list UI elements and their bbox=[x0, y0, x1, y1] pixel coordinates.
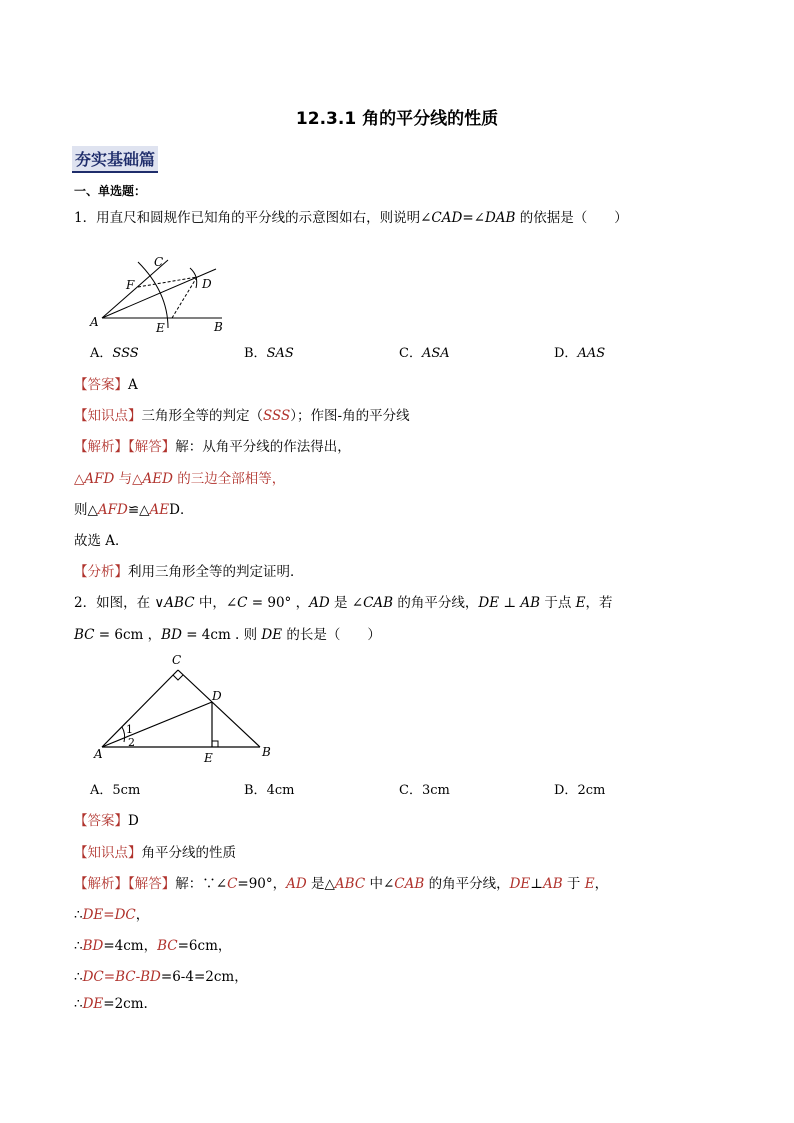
q2-label-b: B bbox=[262, 745, 271, 759]
q1-label-f: F bbox=[126, 278, 135, 292]
q1-knowledge-point: 【知识点】三角形全等的判定（SSS）；作图-角的平分线 bbox=[74, 408, 410, 424]
q2-label-1: 1 bbox=[126, 723, 133, 736]
q1-stem: 1．用直尺和圆规作已知角的平分线的示意图如右，则说明∠CAD=∠DAB 的依据是（ ） bbox=[74, 210, 628, 226]
q1-analysis-line-4: 故选 A． bbox=[74, 533, 129, 549]
q2-label-d: D bbox=[212, 689, 222, 703]
q2-step-2: ∴DE=DC， bbox=[74, 907, 150, 923]
q2-knowledge-point: 【知识点】角平分线的性质 bbox=[74, 845, 236, 861]
q2-stem-line-1: 2．如图，在 ∨ABC 中，∠C = 90° ，AD 是 ∠CAB 的角平分线，DE ⊥ AB 于点 E，若 bbox=[74, 595, 613, 611]
q1-label-c: C bbox=[154, 255, 164, 269]
q1-label-e: E bbox=[156, 321, 165, 335]
q2-label-e: E bbox=[204, 751, 213, 765]
q1-label-d: D bbox=[202, 277, 212, 291]
q1-answer: 【答案】A bbox=[74, 377, 138, 393]
question-type-heading: 一、单选题： bbox=[74, 184, 147, 198]
q1-option-d: D．AAS bbox=[554, 346, 606, 361]
q2-label-c: C bbox=[172, 653, 182, 667]
q1-figure bbox=[86, 252, 236, 336]
q1-option-a: A．SSS bbox=[90, 346, 139, 361]
q1-analysis: 【解析】【解答】解：从角平分线的作法得出， bbox=[74, 439, 351, 455]
q1-analysis-line-3: 则△AFD≌△AED． bbox=[74, 502, 194, 518]
q1-option-c: C．ASA bbox=[399, 346, 450, 361]
q2-figure bbox=[90, 650, 280, 768]
q2-analysis: 【解析】【解答】解：∵∠C=90°，AD 是△ABC 中∠CAB 的角平分线，DE⊥AB 于 E， bbox=[74, 876, 609, 892]
q2-option-c: C．3cm bbox=[399, 783, 450, 798]
q2-step-3: ∴BD=4cm，BC=6cm， bbox=[74, 938, 232, 954]
q2-stem-line-2: BC = 6cm ，BD = 4cm . 则 DE 的长是（ ） bbox=[74, 627, 381, 643]
q2-step-5: ∴DE=2cm. bbox=[74, 996, 148, 1012]
q1-option-b: B．SAS bbox=[244, 346, 294, 361]
page-title: 12.3.1 角的平分线的性质 bbox=[295, 109, 499, 129]
section-heading: 夯实基础篇 bbox=[72, 146, 158, 173]
q1-label-a: A bbox=[90, 315, 99, 329]
q2-answer: 【答案】D bbox=[74, 813, 139, 829]
q1-fenxi: 【分析】利用三角形全等的判定证明． bbox=[74, 564, 304, 580]
q2-step-4: ∴DC=BC-BD=6-4=2cm， bbox=[74, 969, 248, 985]
q2-option-b: B．4cm bbox=[244, 783, 295, 798]
q1-label-b: B bbox=[214, 320, 223, 334]
q2-option-a: A．5cm bbox=[90, 783, 141, 798]
q2-label-2: 2 bbox=[128, 736, 135, 749]
q2-label-a: A bbox=[94, 747, 103, 761]
q1-analysis-line-2: △AFD 与△AED 的三边全部相等， bbox=[74, 471, 286, 487]
q2-option-d: D．2cm bbox=[554, 783, 606, 798]
